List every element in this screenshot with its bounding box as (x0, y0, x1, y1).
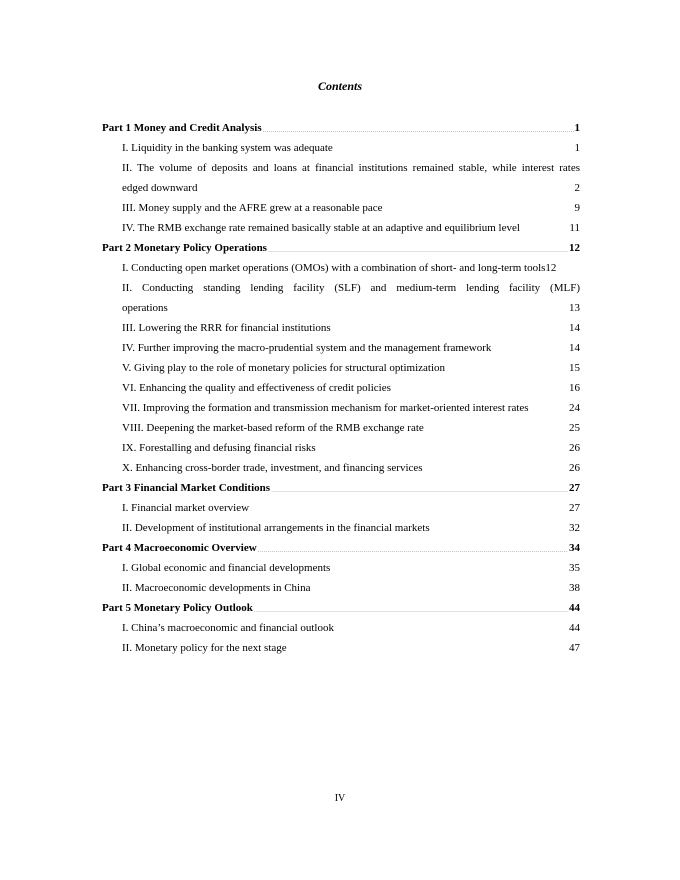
toc-page-number: 1 (574, 122, 580, 134)
toc-page-number: 1 (574, 142, 580, 154)
toc-item-label: VI. Enhancing the quality and effectiveness of credit policies (122, 382, 391, 394)
leader-dots (446, 360, 568, 372)
toc-item-label: edged downward (122, 182, 198, 194)
leader-dots (331, 560, 568, 572)
toc-item[interactable] (122, 418, 580, 438)
toc-item[interactable] (122, 298, 580, 318)
leader-dots (392, 380, 568, 392)
toc-item-label: IV. The RMB exchange rate remained basically stable at an adaptive and equilibrium level (122, 222, 520, 234)
toc-item-label: operations (122, 302, 168, 314)
toc-item-label: I. Financial market overview (122, 502, 250, 514)
toc-item-label: I. Conducting open market operations (OMOs) with a combination of short- and long-term tools (122, 262, 546, 274)
toc-page-number: 44 (569, 622, 580, 634)
toc-part-label: Part 5 Monetary Policy Outlook (102, 602, 253, 614)
toc-page-number: 12 (545, 262, 557, 274)
toc-part-label: Part 2 Monetary Policy Operations (102, 242, 267, 254)
leader-dots (271, 480, 568, 492)
toc-page-number: 47 (569, 642, 580, 654)
toc-item-label: III. Money supply and the AFRE grew at a reasonable pace (122, 202, 383, 214)
toc-item[interactable] (122, 318, 580, 338)
toc-item-label: V. Giving play to the role of monetary policies for structural optimization (122, 362, 446, 374)
toc-item[interactable] (122, 338, 580, 358)
toc-part-2[interactable] (102, 238, 580, 258)
toc-part-4[interactable] (102, 538, 580, 558)
toc-page-number: 9 (574, 202, 580, 214)
toc-item[interactable] (122, 178, 580, 198)
toc-item-label: II. Conducting standing lending facility (SLF) and medium-term lending facility (MLF) (122, 282, 580, 294)
toc-page-number: 14 (569, 342, 580, 354)
toc-item[interactable] (122, 558, 580, 578)
leader-dots (268, 240, 568, 252)
toc-item[interactable] (122, 638, 580, 658)
toc-item[interactable] (122, 498, 580, 518)
toc-item-line1[interactable] (122, 158, 580, 178)
toc-page-number: 24 (569, 402, 580, 414)
leader-dots (250, 500, 568, 512)
toc-item[interactable] (122, 378, 580, 398)
toc-part-label: Part 1 Money and Credit Analysis (102, 122, 262, 134)
toc-item-label: X. Enhancing cross-border trade, investment, and financing services (122, 462, 423, 474)
leader-dots (263, 120, 574, 132)
leader-dots (335, 620, 568, 632)
leader-dots (332, 320, 568, 332)
toc-item-label: II. The volume of deposits and loans at financial institutions remained stable, while interest rates (122, 162, 580, 174)
leader-dots (521, 220, 569, 232)
toc-page-number: 11 (569, 222, 580, 234)
leader-dots (317, 440, 568, 452)
toc-page-number: 26 (569, 442, 580, 454)
toc-item-label: I. Liquidity in the banking system was adequate (122, 142, 333, 154)
toc-page-number: 38 (569, 582, 580, 594)
toc-item-label: II. Macroeconomic developments in China (122, 582, 311, 594)
leader-dots (384, 200, 574, 212)
toc-part-1[interactable] (102, 118, 580, 138)
toc-item-label: I. Global economic and financial developments (122, 562, 331, 574)
toc-item[interactable] (122, 218, 580, 238)
toc-page-number: 15 (569, 362, 580, 374)
toc-item[interactable] (122, 458, 580, 478)
toc-part-label: Part 3 Financial Market Conditions (102, 482, 271, 494)
leader-dots (288, 640, 568, 652)
toc-page-number: 25 (569, 422, 580, 434)
leader-dots (431, 520, 568, 532)
toc-page-number: 27 (569, 502, 580, 514)
toc-page-number: 27 (569, 482, 580, 494)
toc-item[interactable] (122, 198, 580, 218)
toc-page-number: 44 (569, 602, 580, 614)
toc-item-label: IV. Further improving the macro-prudential system and the management framework (122, 342, 492, 354)
toc-item[interactable] (122, 358, 580, 378)
toc-item[interactable] (122, 578, 580, 598)
toc-item[interactable] (122, 138, 580, 158)
leader-dots (425, 420, 568, 432)
leader-dots (258, 540, 568, 552)
leader-dots (169, 300, 568, 312)
toc-part-5[interactable] (102, 598, 580, 618)
toc-part-label: Part 4 Macroeconomic Overview (102, 542, 257, 554)
leader-dots (530, 400, 568, 412)
toc-page-number: 14 (569, 322, 580, 334)
toc-item[interactable] (122, 398, 580, 418)
toc-part-3[interactable] (102, 478, 580, 498)
toc-item-label: IX. Forestalling and defusing financial risks (122, 442, 316, 454)
toc-item-label: II. Monetary policy for the next stage (122, 642, 287, 654)
toc-page-number: 26 (569, 462, 580, 474)
toc-item-label: II. Development of institutional arrangements in the financial markets (122, 522, 430, 534)
page-number-footer: IV (334, 793, 346, 804)
toc-page-number: 16 (569, 382, 580, 394)
leader-dots (254, 600, 568, 612)
table-of-contents (102, 118, 580, 658)
toc-item[interactable] (122, 618, 580, 638)
toc-page-number: 13 (569, 302, 580, 314)
leader-dots (198, 180, 573, 192)
toc-page-number: 32 (569, 522, 580, 534)
toc-page-number: 12 (569, 242, 580, 254)
toc-item-label: VIII. Deepening the market-based reform of the RMB exchange rate (122, 422, 424, 434)
leader-dots (424, 460, 568, 472)
toc-item[interactable] (122, 258, 580, 278)
toc-page-number: 34 (569, 542, 580, 554)
toc-item-line1[interactable] (122, 278, 580, 298)
toc-item-label: III. Lowering the RRR for financial institutions (122, 322, 331, 334)
toc-page-number: 35 (569, 562, 580, 574)
page-title: Contents (317, 79, 362, 93)
toc-item[interactable] (122, 438, 580, 458)
leader-dots (311, 580, 568, 592)
leader-dots (492, 340, 568, 352)
toc-page-number: 2 (574, 182, 580, 194)
toc-item[interactable] (122, 518, 580, 538)
toc-item-label: I. China’s macroeconomic and financial outlook (122, 622, 334, 634)
leader-dots (334, 140, 574, 152)
toc-item-label: VII. Improving the formation and transmission mechanism for market-oriented interest rates (122, 402, 529, 414)
